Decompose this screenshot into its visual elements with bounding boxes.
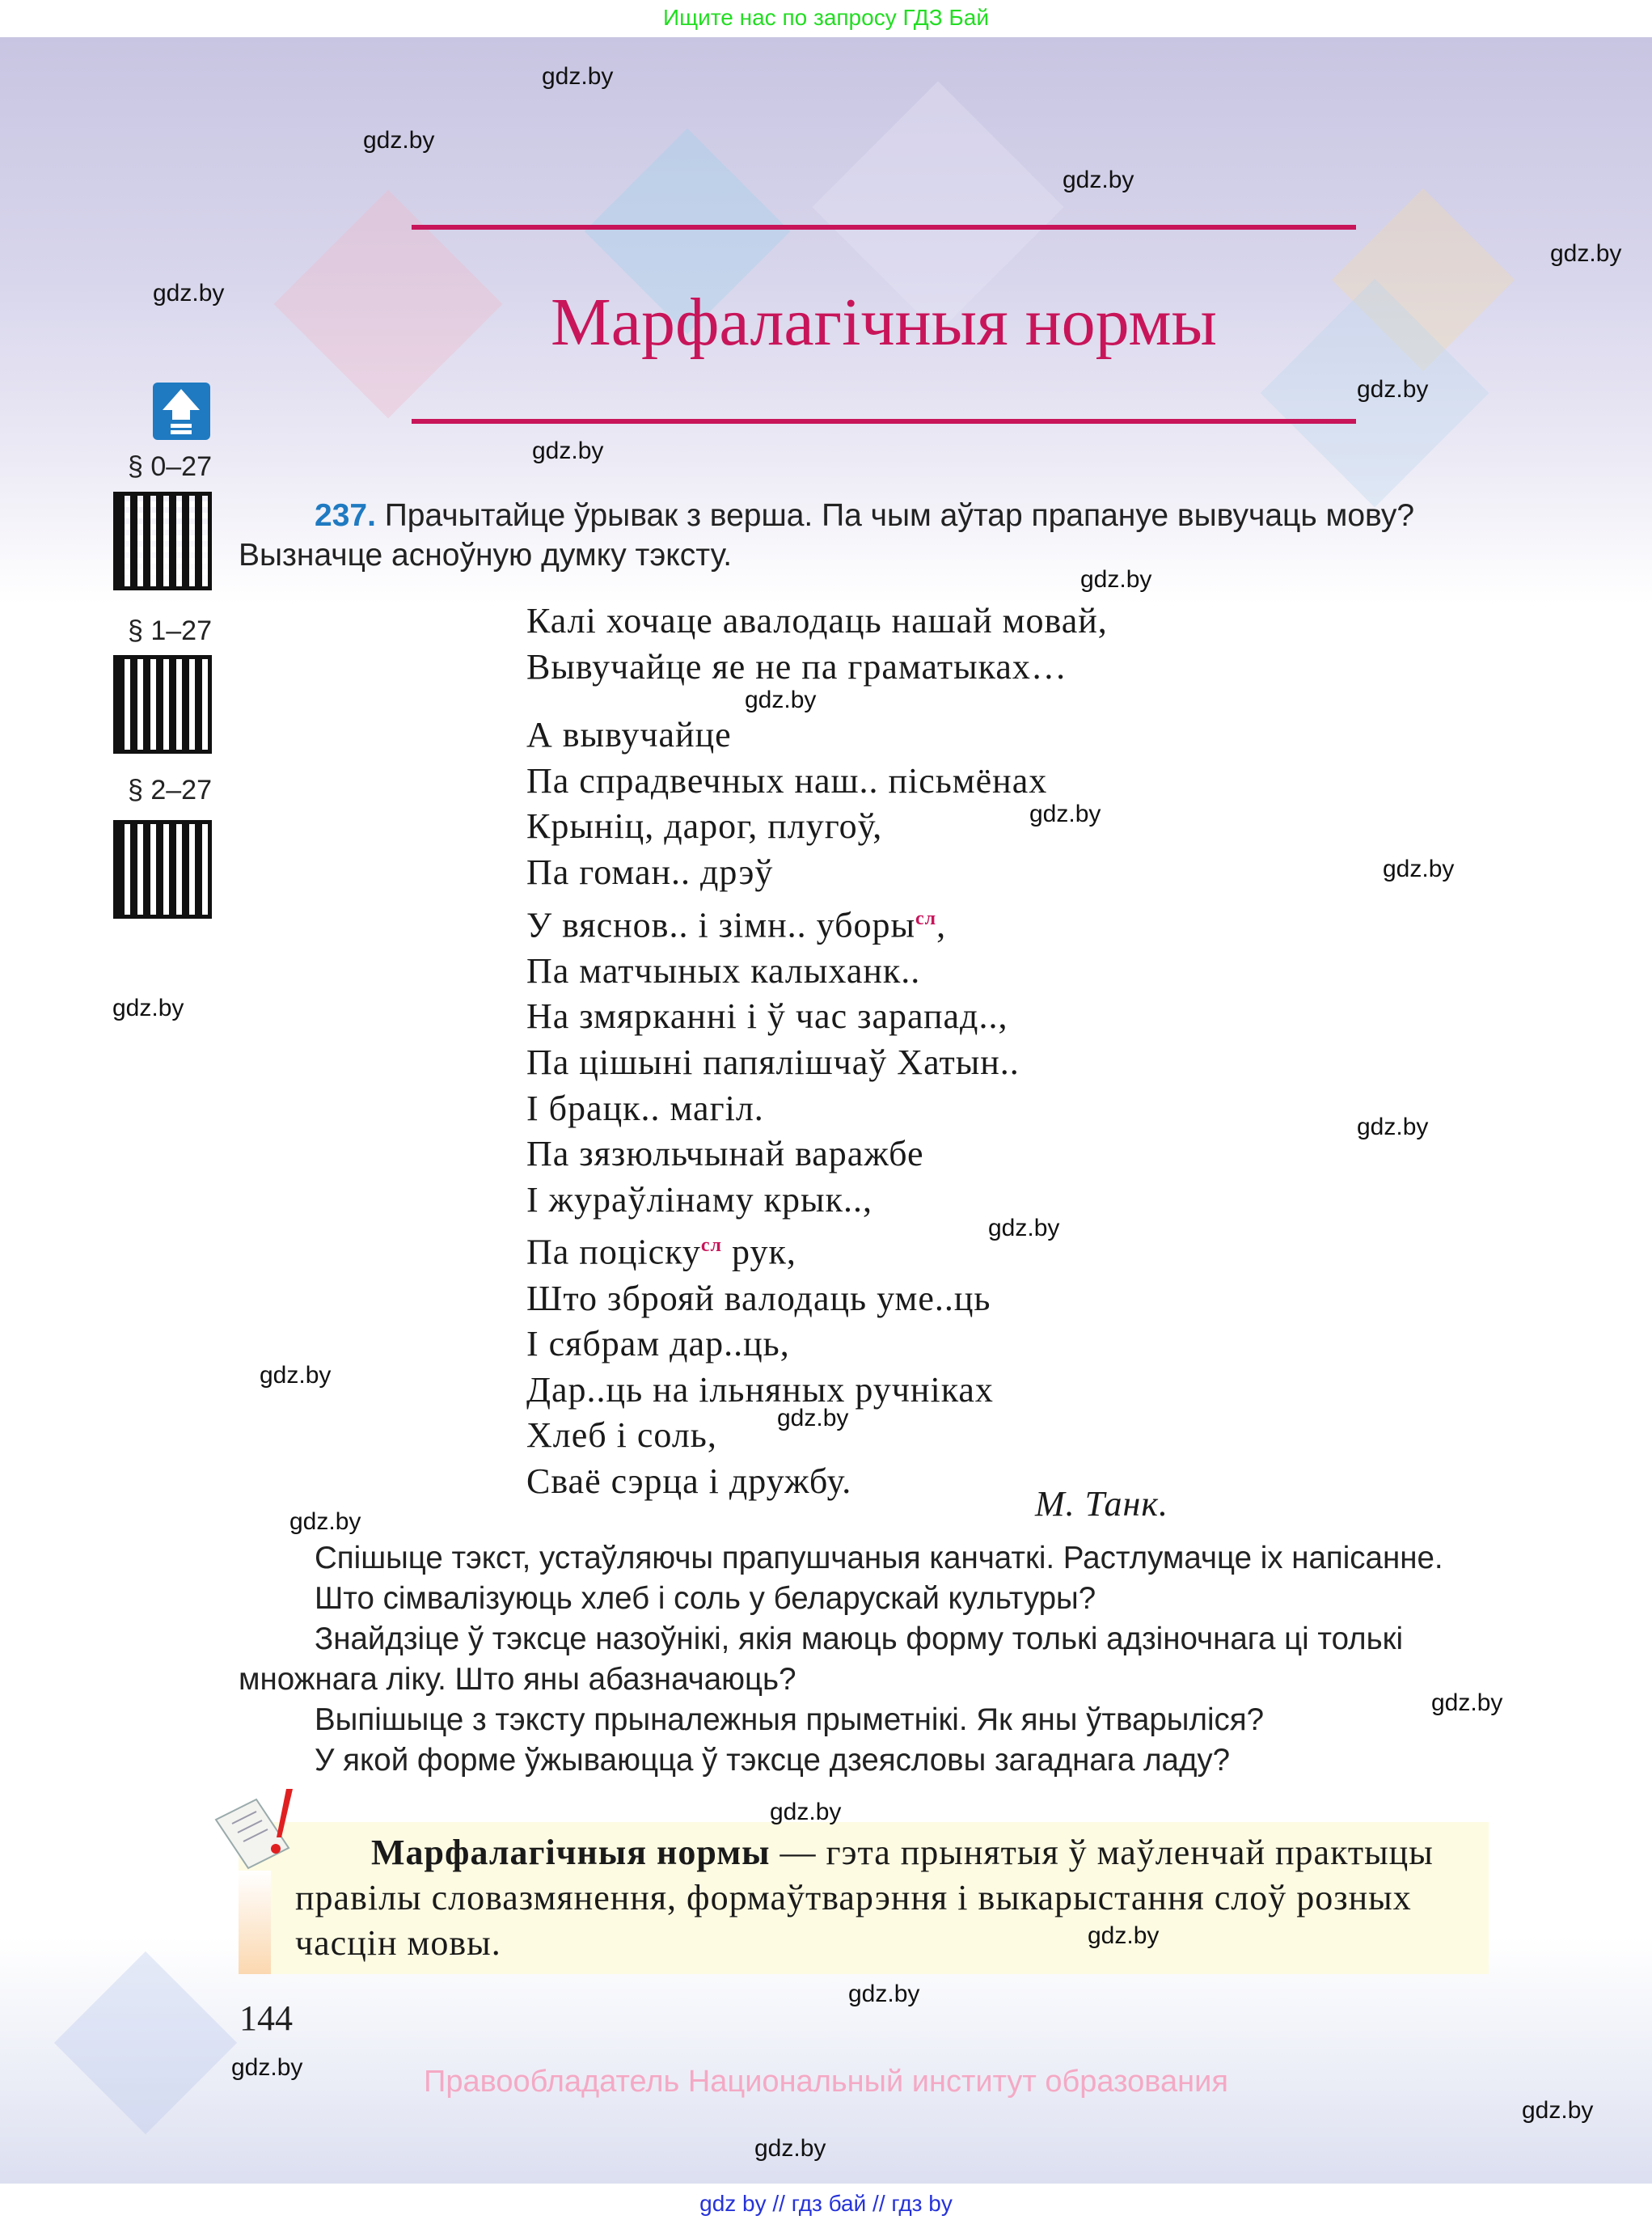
poem-line-text: Вывучайце яе не па граматыках…	[526, 646, 1067, 687]
watermark: gdz.by	[777, 1405, 849, 1431]
poem-line	[526, 1040, 1108, 1086]
poem-line-text: У вяснов.. і зімн.. уборы	[526, 905, 916, 945]
watermark: gdz.by	[1550, 240, 1622, 267]
page-number: 144	[239, 1998, 293, 2038]
copyright-notice: Правообладатель Национальный институт образования	[424, 2065, 1228, 2099]
watermark: gdz.by	[289, 1508, 361, 1535]
watermark: gdz.by	[1357, 376, 1429, 403]
poem-line	[526, 1459, 1108, 1505]
watermark: gdz.by	[542, 63, 614, 90]
poem-line	[526, 850, 1108, 896]
top-banner-text: Ищите нас по запросу ГДЗ Бай	[662, 5, 990, 30]
question: Выпішыце з тэксту прыналежныя прыметнікі. Як яны ўтварыліся?	[315, 1702, 1265, 1737]
poem-line	[526, 645, 1108, 691]
poem-line-text: І сябрам дар..ць,	[526, 1324, 790, 1364]
poem-line-tail: рук,	[722, 1233, 796, 1273]
qr-code[interactable]	[113, 820, 212, 919]
task-text-line1: Прачытайце ўрывак з верша. Па чым аўтар прапануе вывучаць мову?	[384, 498, 1415, 533]
poem-line	[526, 759, 1108, 805]
task-237	[315, 496, 1414, 536]
title-rule-bottom	[412, 419, 1356, 424]
rule-text	[295, 1830, 1476, 1966]
attention-note-icon	[212, 1787, 301, 1884]
watermark: gdz.by	[1088, 1922, 1160, 1949]
watermark: gdz.by	[848, 1981, 920, 2007]
poem-author: М. Танк.	[1035, 1484, 1168, 1524]
title-rule-top	[412, 225, 1356, 230]
poem-line-text: Крыніц, дарог, плугоў,	[526, 806, 883, 847]
poem-line-text: Па спрадвечных наш.. пісьмёнах	[526, 760, 1048, 801]
bottom-links[interactable]: gdz by // гдз бай // гдз by	[699, 2191, 953, 2216]
task-text-line2: Вызначце асноўную думку тэксту.	[239, 538, 733, 573]
poem-line	[526, 949, 1108, 995]
watermark: gdz.by	[153, 280, 225, 307]
poem-line-text: Калі хочаце авалодаць нашай мовай,	[526, 601, 1108, 641]
poem-line	[526, 712, 1108, 759]
watermark: gdz.by	[112, 995, 184, 1021]
question: Знайдзіце ў тэксце назоўнікі, якія маюць форму толькі адзіночнага ці толькі множнага ліку. Што яны абазначаюць?	[239, 1621, 1404, 1697]
question: Што сімвалізуюць хлеб і соль у беларускай культуры?	[315, 1581, 1096, 1616]
poem	[526, 598, 1108, 1505]
watermark: gdz.by	[1431, 1689, 1503, 1716]
poem-stanza-gap	[526, 690, 1108, 712]
poem-line-text: Што зброяй валодаць уме..ць	[526, 1278, 991, 1318]
poem-line	[526, 1086, 1108, 1132]
poem-line-text: На змярканні і ў час зарапад..,	[526, 996, 1008, 1037]
poem-line	[526, 598, 1108, 645]
questions	[239, 1538, 1492, 1781]
question: Спішыце тэкст, устаўляючы прапушчаныя канчаткі. Растлумачце іх напісанне.	[315, 1541, 1443, 1575]
rule-box	[239, 1822, 1489, 1974]
poem-line-text: Сваё сэрца і дружбу.	[526, 1461, 852, 1501]
top-banner	[0, 0, 1652, 37]
poem-line	[526, 994, 1108, 1040]
poem-line-text: А вывучайце	[526, 715, 732, 755]
decor-diamond	[54, 1951, 237, 2134]
poem-line	[526, 896, 1108, 949]
watermark: gdz.by	[988, 1215, 1060, 1241]
spelling-mark: сл	[700, 1235, 723, 1257]
poem-line	[526, 804, 1108, 850]
poem-line-tail: ,	[936, 905, 947, 945]
poem-line	[526, 1131, 1108, 1178]
poem-line-text: Дар..ць на ільняных ручніках	[526, 1369, 994, 1410]
bottom-links-bar	[0, 2184, 1652, 2224]
watermark: gdz.by	[1383, 856, 1455, 882]
qr-code[interactable]	[113, 492, 212, 590]
rule-box-accent	[239, 1871, 271, 1974]
poem-line-text: Па гоман.. дрэў	[526, 852, 774, 892]
watermark: gdz.by	[532, 438, 604, 464]
question: У якой форме ўжываюцца ў тэксце дзеясловы загаднага ладу?	[315, 1743, 1231, 1778]
section-label: § 1–27	[128, 615, 212, 646]
qr-code[interactable]	[113, 655, 212, 754]
poem-line-text: Па цішыні папялішчаў Хатын..	[526, 1042, 1020, 1082]
watermark: gdz.by	[1080, 566, 1152, 593]
watermark: gdz.by	[363, 127, 435, 154]
poem-line-text: Па матчыных калыханк..	[526, 950, 921, 991]
task-number: 237.	[315, 498, 376, 533]
spelling-mark: сл	[915, 907, 937, 929]
watermark: gdz.by	[1063, 167, 1134, 193]
watermark: gdz.by	[754, 2135, 826, 2162]
poem-line-text: І брацк.. магіл.	[526, 1088, 764, 1128]
watermark: gdz.by	[260, 1362, 332, 1389]
poem-line-text: Хлеб і соль,	[526, 1415, 717, 1456]
poem-line	[526, 1276, 1108, 1322]
watermark: gdz.by	[1029, 801, 1101, 827]
electronic-supplement-icon[interactable]	[153, 383, 210, 440]
poem-line	[526, 1321, 1108, 1368]
poem-line-text: І жураўлінаму крык..,	[526, 1179, 872, 1220]
watermark: gdz.by	[1522, 2097, 1594, 2124]
section-label: § 0–27	[128, 451, 212, 482]
watermark: gdz.by	[1357, 1114, 1429, 1140]
rule-definition: — гэта прынятыя ў маўленчай практыцы правілы словазмянення, формаўтварэння і выкарыстання слоў розных часцін мовы.	[295, 1833, 1434, 1963]
page-title: Марфалагічныя нормы	[551, 285, 1217, 360]
rule-term: Марфалагічныя нормы	[371, 1833, 771, 1872]
section-label: § 2–27	[128, 775, 212, 805]
poem-line-text: Па зязюльчынай варажбе	[526, 1134, 924, 1174]
poem-line-text: Па поціску	[526, 1233, 701, 1273]
watermark: gdz.by	[770, 1799, 842, 1825]
watermark: gdz.by	[231, 2054, 303, 2081]
watermark: gdz.by	[745, 687, 817, 713]
